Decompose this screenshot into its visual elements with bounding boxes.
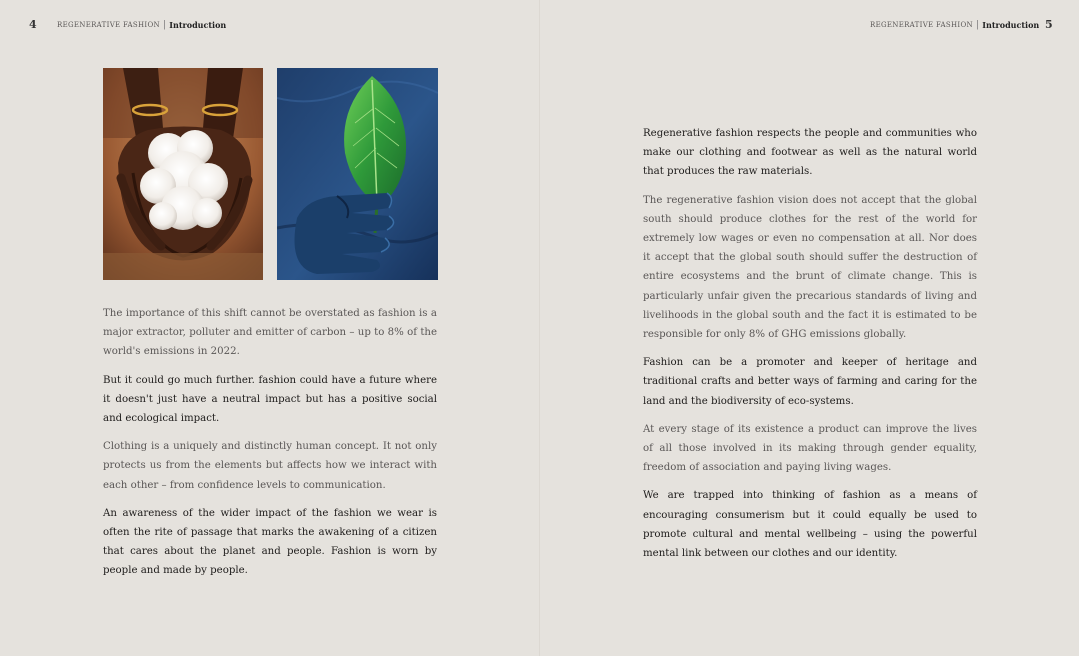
header-separator: | <box>162 20 167 30</box>
header-separator: | <box>975 20 980 30</box>
paragraph: Regenerative fashion respects the people and communities who make our clothing and footwear as well as the natural world that produces the raw materials. <box>643 128 977 178</box>
paragraph: At every stage of its existence a product can improve the lives of all those involved in its making through gender equality, freedom of association and paying living wages. <box>643 423 977 474</box>
chapter-title: Introduction <box>982 20 1040 30</box>
paragraph: The importance of this shift cannot be overstated as fashion is a major extractor, polluter and emitter of carbon – up to 8% of the world's emissions in 2022. <box>103 308 437 358</box>
chapter-title: Introduction <box>169 20 227 30</box>
page-number: 4 <box>29 18 37 31</box>
cotton-hands-photo <box>103 68 263 280</box>
paragraph: The regenerative fashion vision does not accept that the global south should produce clothes for the rest of the world for extremely low wages or even no compensation at all. Nor does it accept that the global south should suffer the destruction of entire ecosystems and the brunt of climate change. This is particularly unfair given the precarious standards of living and livelihoods in the global south and the fact it is estimated to be responsible for only 8% of GHG emissions globally. <box>643 194 977 341</box>
section-title: REGENERATIVE FASHION <box>57 21 160 29</box>
running-header <box>870 20 1039 30</box>
left-body-text <box>103 304 437 590</box>
running-header <box>57 20 226 30</box>
paragraph: Clothing is a uniquely and distinctly human concept. It not only protects us from the elements but affects how we interact with each other – from confidence levels to communication. <box>103 441 437 491</box>
left-page <box>0 0 539 656</box>
paragraph: We are trapped into thinking of fashion as a means of encouraging consumerism but it could equally be used to promote cultural and mental wellbeing – using the powerful mental link between our clothes and our identity. <box>643 490 977 560</box>
paragraph: Fashion can be a promoter and keeper of heritage and traditional crafts and better ways of farming and caring for the land and the biodiversity of eco-systems. <box>643 357 977 407</box>
right-body-text <box>643 124 977 572</box>
section-title: REGENERATIVE FASHION <box>870 21 973 29</box>
paragraph: But it could go much further. fashion could have a future where it doesn't just have a neutral impact but has a positive social and ecological impact. <box>103 374 437 425</box>
right-page <box>540 0 1079 656</box>
page-number: 5 <box>1045 18 1053 31</box>
paragraph: An awareness of the wider impact of the fashion we wear is often the rite of passage that marks the awakening of a citizen that cares about the planet and people. Fashion is worn by people and made by people. <box>103 507 437 577</box>
leaf-hand-photo <box>277 68 438 280</box>
